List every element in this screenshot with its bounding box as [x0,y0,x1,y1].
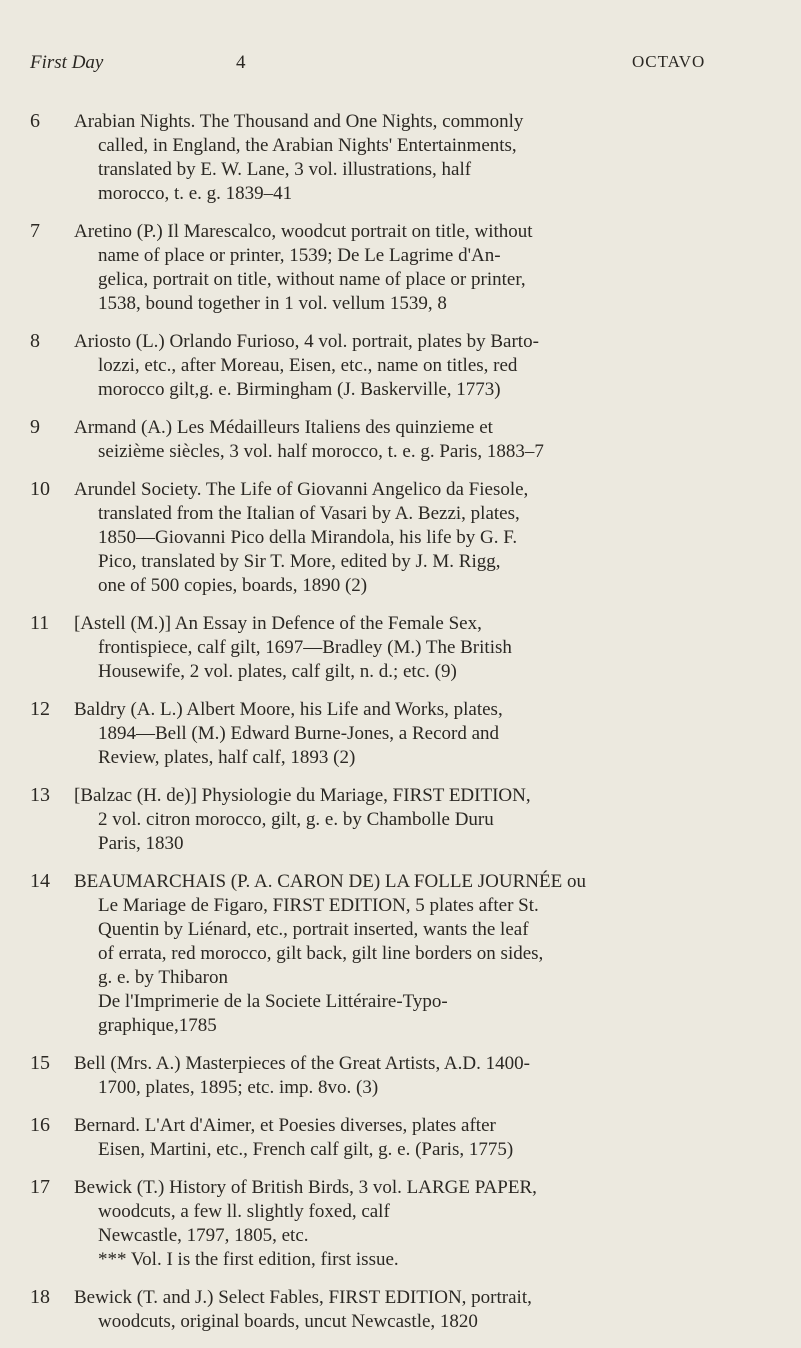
lot-entry [0,1052,801,1100]
lot-line: Paris, 1830 [98,833,184,854]
lot-description [74,1052,726,1100]
lot-line: Review, plates, half calf, 1893 (2) [98,747,356,768]
lot-entry [0,612,801,684]
lot-number: 14 [30,870,50,892]
lot-line: 1538, bound together in 1 vol. vellum 1539, 8 [98,293,447,314]
lot-number: 15 [30,1052,50,1074]
lot-number: 10 [30,478,50,500]
lot-line: 2 vol. citron morocco, gilt, g. e. by Chambolle Duru [98,809,494,830]
header-day: First Day [30,52,104,73]
lot-line: Ariosto (L.) Orlando Furioso, 4 vol. portrait, plates by Barto- [74,331,539,352]
lot-line: 1700, plates, 1895; etc. imp. 8vo. (3) [98,1077,379,1098]
lot-number: 11 [30,612,50,634]
lot-entry [0,478,801,598]
lot-number: 16 [30,1114,50,1136]
lot-line: Pico, translated by Sir T. More, edited by J. M. Rigg, [98,551,501,572]
lot-description [74,1114,726,1162]
lot-description [74,784,726,856]
lot-number: 7 [30,220,40,242]
lot-line: seizième siècles, 3 vol. half morocco, t. e. g. Paris, 1883–7 [98,441,544,462]
lot-line: De l'Imprimerie de la Societe Littéraire-Typo- [98,991,448,1012]
page-number: 4 [236,52,246,73]
lot-description [74,330,726,402]
lot-line: woodcuts, original boards, uncut Newcastle, 1820 [98,1311,478,1332]
lot-line: of errata, red morocco, gilt back, gilt line borders on sides, [98,943,544,964]
lot-line: translated by E. W. Lane, 3 vol. illustrations, half [98,159,472,180]
lot-line: frontispiece, calf gilt, 1697—Bradley (M.) The British [98,637,512,658]
lot-line: 1850—Giovanni Pico della Mirandola, his life by G. F. [98,527,518,548]
lot-line: Bewick (T. and J.) Select Fables, FIRST EDITION, portrait, [74,1287,532,1308]
lot-line: name of place or printer, 1539; De Le Lagrime d'An- [98,245,501,266]
lot-line: Newcastle, 1797, 1805, etc. [98,1225,309,1246]
lot-entry [0,110,801,206]
lot-line: Quentin by Liénard, etc., portrait inserted, wants the leaf [98,919,529,940]
lot-line: Armand (A.) Les Médailleurs Italiens des quinzieme et [74,417,493,438]
lot-entry [0,784,801,856]
lot-line: Arabian Nights. The Thousand and One Nights, commonly [74,111,524,132]
lot-line: woodcuts, a few ll. slightly foxed, calf [98,1201,390,1222]
lot-line: Bernard. L'Art d'Aimer, et Poesies diverses, plates after [74,1115,496,1136]
lot-line: 1894—Bell (M.) Edward Burne-Jones, a Record and [98,723,500,744]
lot-description [74,1286,726,1334]
lot-entry [0,1286,801,1334]
lot-list [0,110,801,1348]
lot-description [74,416,726,464]
lot-line: Le Mariage de Figaro, FIRST EDITION, 5 plates after St. [98,895,539,916]
lot-line: Aretino (P.) Il Marescalco, woodcut portrait on title, without [74,221,533,242]
lot-number: 17 [30,1176,50,1198]
lot-entry [0,698,801,770]
lot-line: Bewick (T.) History of British Birds, 3 vol. LARGE PAPER, [74,1177,537,1198]
lot-description [74,1176,726,1272]
lot-entry [0,1176,801,1272]
lot-description [74,870,726,1038]
lot-number: 9 [30,416,40,438]
lot-entry [0,1114,801,1162]
lot-line: graphique,1785 [98,1015,217,1036]
lot-line: Housewife, 2 vol. plates, calf gilt, n. d.; etc. (9) [98,661,457,682]
lot-line: [Astell (M.)] An Essay in Defence of the Female Sex, [74,613,482,634]
lot-line: one of 500 copies, boards, 1890 (2) [98,575,368,596]
lot-line: morocco, t. e. g. 1839–41 [98,183,293,204]
lot-number: 6 [30,110,40,132]
lot-line: [Balzac (H. de)] Physiologie du Mariage, FIRST EDITION, [74,785,531,806]
lot-entry [0,416,801,464]
header-format: OCTAVO [632,52,706,71]
lot-line: translated from the Italian of Vasari by A. Bezzi, plates, [98,503,520,524]
lot-description [74,478,726,598]
lot-line: Baldry (A. L.) Albert Moore, his Life and Works, plates, [74,699,503,720]
lot-description [74,220,726,316]
lot-description [74,698,726,770]
lot-line: called, in England, the Arabian Nights' Entertainments, [98,135,517,156]
lot-number: 8 [30,330,40,352]
lot-line: g. e. by Thibaron [98,967,228,988]
lot-line: Bell (Mrs. A.) Masterpieces of the Great Artists, A.D. 1400- [74,1053,530,1074]
lot-entry [0,220,801,316]
lot-line: morocco gilt,g. e. Birmingham (J. Baskerville, 1773) [98,379,501,400]
lot-number: 12 [30,698,50,720]
lot-number: 18 [30,1286,50,1308]
lot-line: *** Vol. I is the first edition, first issue. [98,1249,399,1270]
lot-number: 13 [30,784,50,806]
lot-description [74,612,726,684]
page-header [0,52,801,84]
lot-line: Eisen, Martini, etc., French calf gilt, g. e. (Paris, 1775) [98,1139,514,1160]
lot-line: gelica, portrait on title, without name of place or printer, [98,269,526,290]
lot-description [74,110,726,206]
lot-line: lozzi, etc., after Moreau, Eisen, etc., name on titles, red [98,355,518,376]
lot-entry [0,870,801,1038]
lot-line: BEAUMARCHAIS (P. A. CARON DE) LA FOLLE JOURNÉE ou [74,871,586,892]
lot-entry [0,330,801,402]
lot-line: Arundel Society. The Life of Giovanni Angelico da Fiesole, [74,479,529,500]
